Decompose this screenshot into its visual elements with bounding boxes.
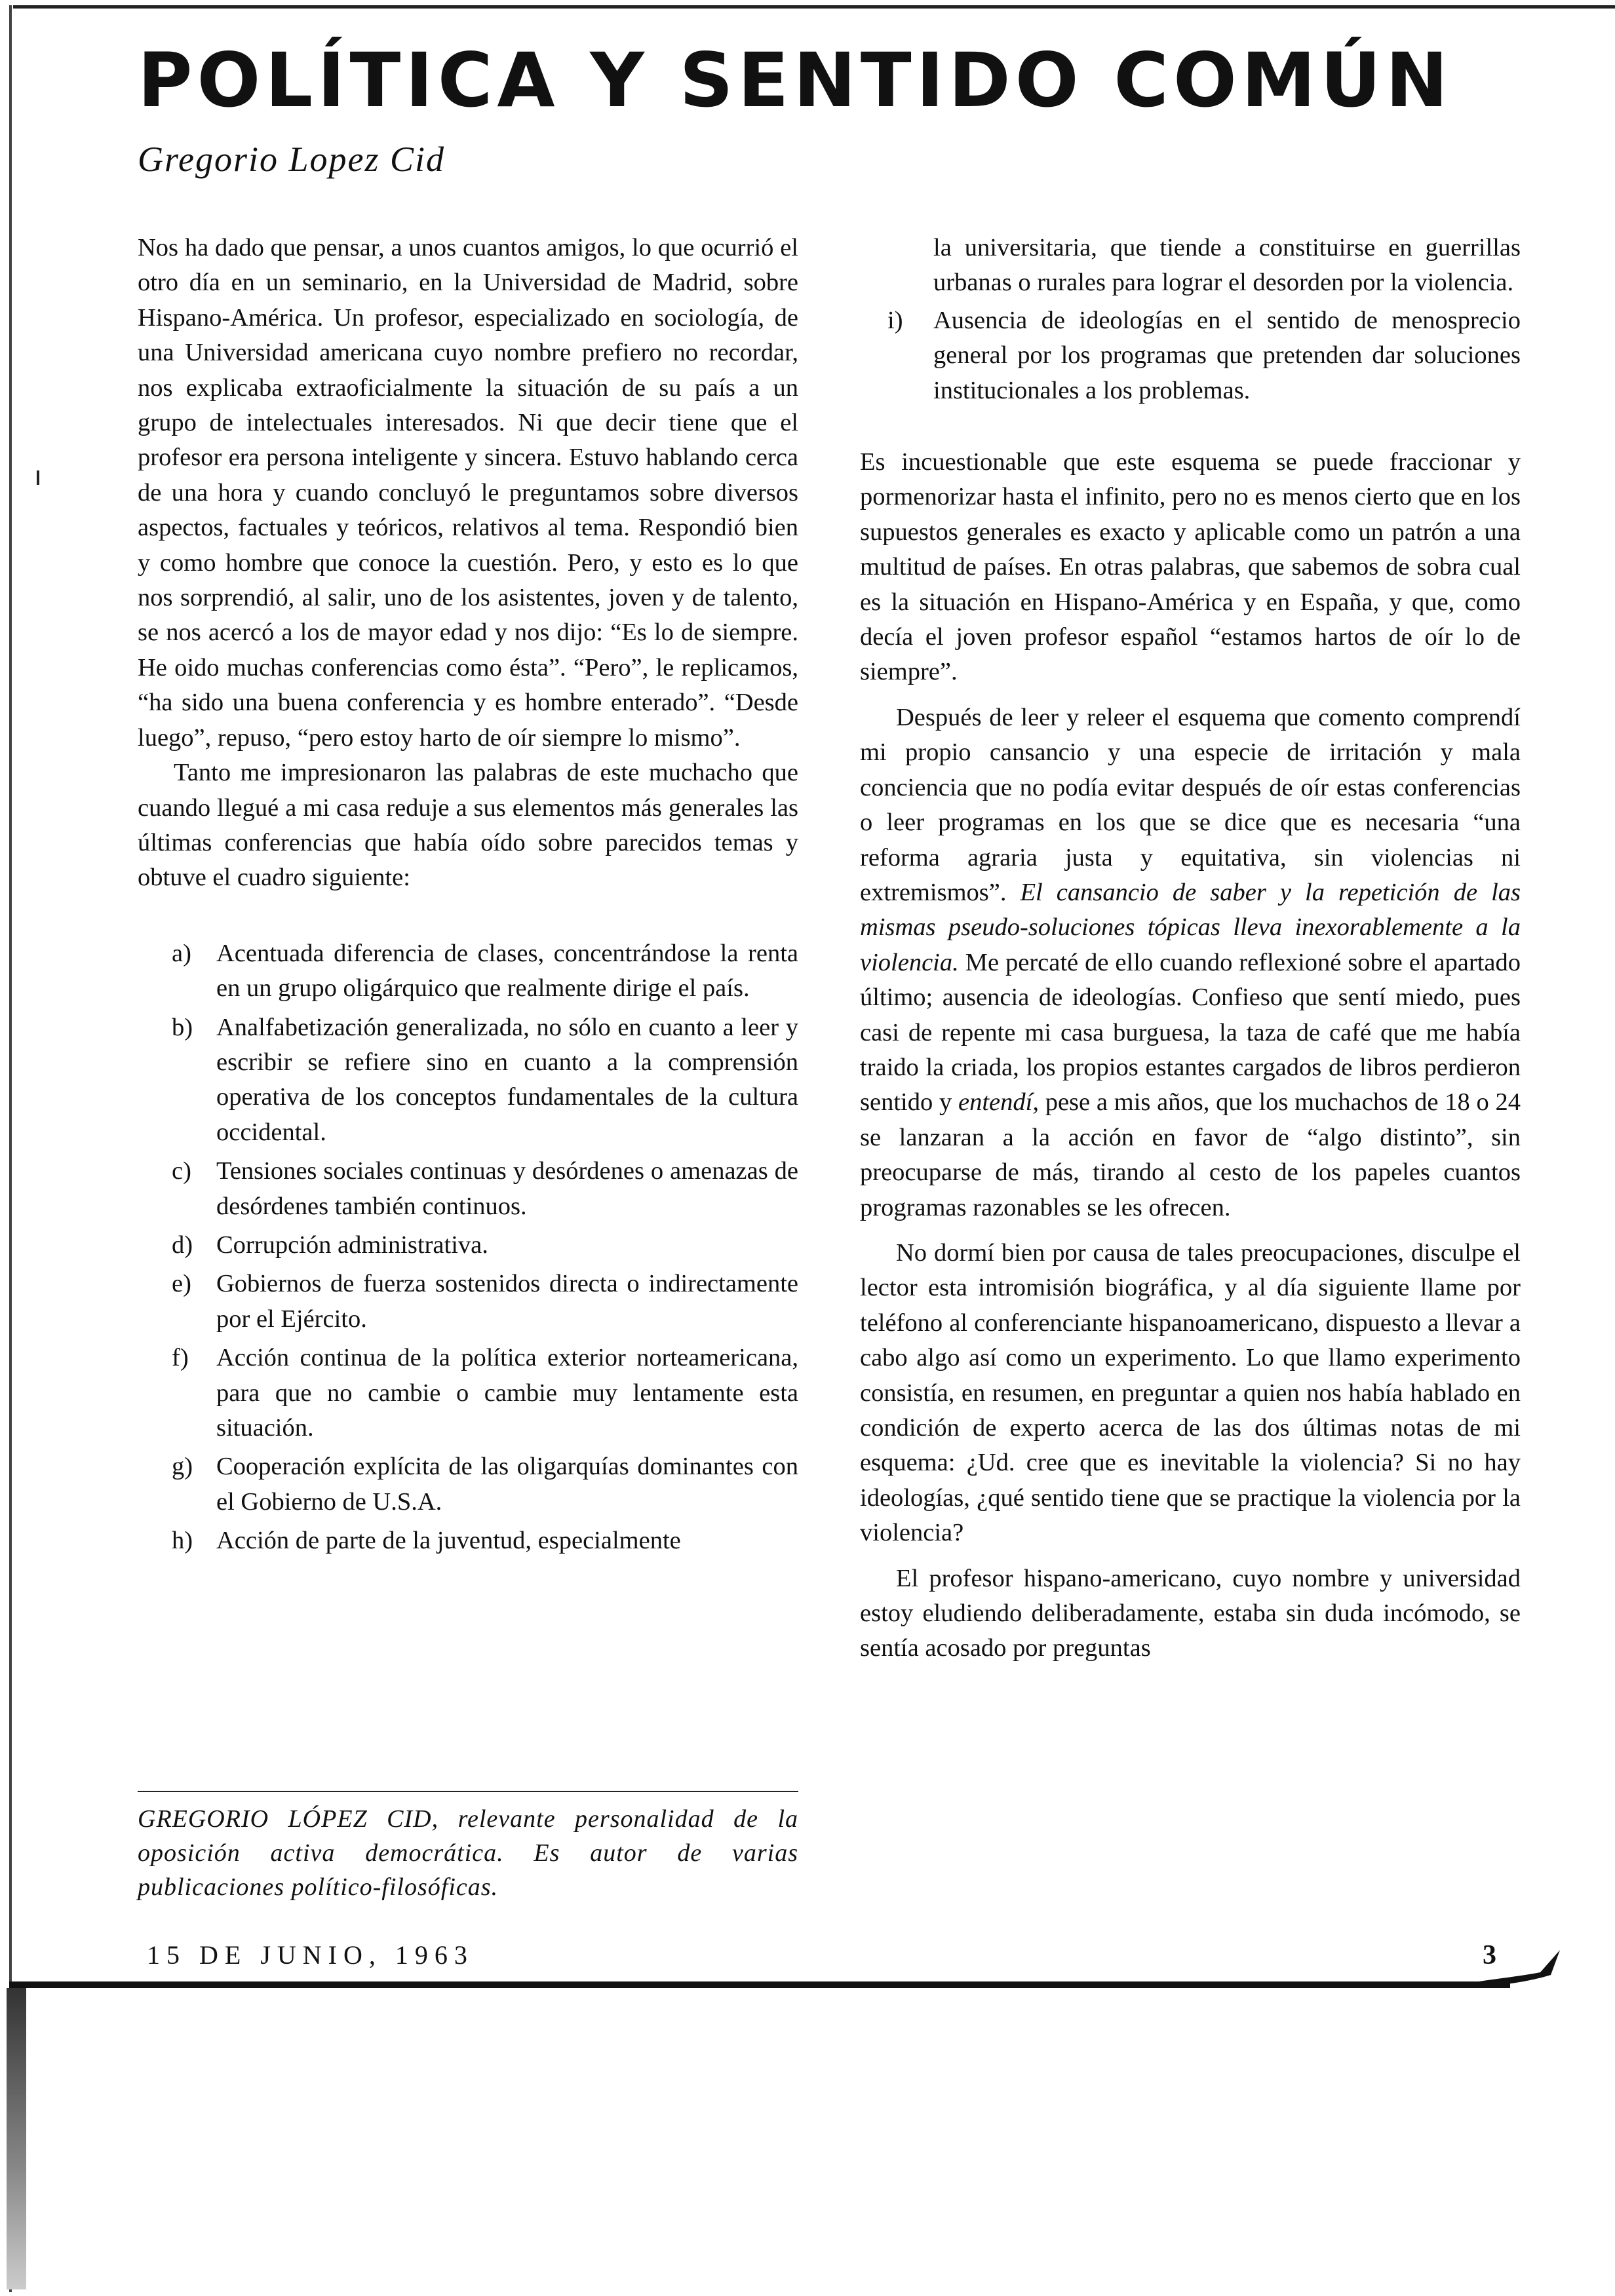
list-item [138, 1449, 798, 1520]
scheme-list-continued [860, 303, 1521, 408]
top-rule [13, 5, 1615, 9]
page-number: 3 [1483, 1940, 1496, 1970]
paragraph-emphasis: El cansancio de saber y la repetición de las mismas pseudo-soluciones tópicas lleva inexorablemente a la violencia. [860, 878, 1521, 976]
paragraph [860, 700, 1521, 1225]
list-item-text: Corrupción administrativa. [216, 1231, 488, 1259]
list-item [138, 1267, 798, 1337]
article-author: Gregorio Lopez Cid [138, 140, 446, 179]
bottom-rule [9, 1981, 1510, 1988]
paragraph: No dormí bien por causa de tales preocupaciones, disculpe el lector esta intromisión biográfica, y al día siguiente llame por teléfono al conferenciante hispanoamericano, dispuesto a llevar a cabo algo así como un experimento. Lo que llamo experimento consistía, en resumen, en preguntar a quien nos había hablado en condición de experto acerca de las dos últimas notas de mi esquema: ¿Ud. cree que es inevitable la violencia? Si no hay ideologías, ¿qué sentido tiene que se practique la violencia por la violencia? [860, 1238, 1521, 1547]
paragraph-text: Después de leer y releer el esquema que comento comprendí mi propio cansancio y una especie de irritación y mala conciencia que no podía evitar después de oír estas conferencias o leer programas en los que se dice que es necesaria “una reforma agraria justa y equitativa, sin violencias ni extremismos”. [860, 703, 1521, 906]
list-item-text: Gobiernos de fuerza sostenidos directa o indirectamente por el Ejército. [216, 1270, 798, 1333]
paragraph: Nos ha dado que pensar, a unos cuantos amigos, lo que ocurrió el otro día en un seminario, en la Universidad de Madrid, sobre Hispano-América. Un profesor, especializado en sociología, de una Universidad americana cuyo nombre prefiero no recordar, nos explicaba extraoficialmente la situación de su país a un grupo de intelectuales interesados. Ni que decir tiene que el profesor era persona inteligente y sincera. Estuvo hablando cerca de una hora y cuando concluyó le preguntamos sobre diversos aspectos, factuales y teóricos, relativos al tema. Respondió bien y como hombre que conoce la cuestión. Pero, y esto es lo que nos sorprendió, al salir, uno de los asistentes, joven y de talento, se nos acercó a los de mayor edad y nos dijo: “Es lo de siempre. He oido muchas conferencias como ésta”. “Pero”, le replicamos, “ha sido una buena conferencia y es hombre enterado”. “Desde luego”, repuso, “pero estoy harto de oír siempre lo mismo”. [138, 234, 798, 752]
paragraph: Tanto me impresionaron las palabras de este muchacho que cuando llegué a mi casa reduje a sus elementos más generales las últimas conferencias que había oído sobre parecidos temas y obtuve el cuadro siguiente: [138, 759, 798, 892]
list-item-text: Tensiones sociales continuas y desórdenes o amenazas de desórdenes también continuos. [216, 1157, 798, 1220]
list-item-text: Acción continua de la política exterior norteamericana, para que no cambie o cambie muy lentamente esta situación. [216, 1344, 798, 1442]
list-marker: g) [172, 1453, 193, 1481]
margin-mark [37, 470, 39, 485]
list-marker: c) [172, 1157, 191, 1185]
list-marker: d) [172, 1231, 193, 1259]
article-title: POLÍTICA Y SENTIDO COMÚN [138, 37, 1453, 124]
list-item [138, 936, 798, 1006]
list-marker: f) [172, 1344, 189, 1372]
issue-date: 15 DE JUNIO, 1963 [147, 1940, 474, 1970]
list-item-continuation: la universitaria, que tiende a constituirse en guerrillas urbanas o rurales para lograr el desorden por la violencia. [933, 234, 1521, 297]
left-edge-rule [9, 5, 12, 2292]
list-item [138, 1010, 798, 1151]
list-item-text: Acción de parte de la juventud, especialmente [216, 1527, 681, 1555]
list-item-text: Ausencia de ideologías en el sentido de menosprecio general por los programas que pretenden dar soluciones institucionales a los problemas. [933, 306, 1521, 404]
list-item-text: Cooperación explícita de las oligarquías dominantes con el Gobierno de U.S.A. [216, 1453, 798, 1516]
list-item [138, 1154, 798, 1224]
scan-edge-shadow [7, 1988, 26, 2289]
paragraph-text: Me percaté de ello cuando reflexioné sobre el apartado último; ausencia de ideologías. Confieso que sentí miedo, pues casi de repente mi casa burguesa, la taza de café que me había traido la criada, los propios estantes cargados de libros perdieron sentido y [860, 948, 1521, 1117]
paragraph-text: pese a mis años, que los muchachos de 18 o 24 se lanzaran a la acción en favor de “algo distinto”, sin preocuparse de más, tirando al cesto de los papeles cuantos programas razonables se les ofrecen. [860, 1088, 1521, 1221]
list-marker: b) [172, 1013, 193, 1041]
list-item-text: Analfabetización generalizada, no sólo en cuanto a leer y escribir se refiere sino en cuanto a la comprensión operativa de los conceptos fundamentales de la cultura occidental. [216, 1013, 798, 1146]
paragraph-emphasis: entendí, [958, 1088, 1039, 1117]
list-marker: h) [172, 1527, 193, 1555]
list-item [138, 1341, 798, 1445]
author-bio: GREGORIO LÓPEZ CID, relevante personalidad de la oposición activa democrática. Es autor de varias publicaciones político-filosóficas. [138, 1805, 798, 1901]
paragraph: Es incuestionable que este esquema se puede fraccionar y pormenorizar hasta el infinito, pero no es menos cierto que en los supuestos generales es exacto y aplicable como un patrón a una multitud de países. En otras palabras, que sabemos de sobra cual es la situación en Hispano-América y en España, y que, como decía el joven profesor español “estamos hartos de oír lo de siempre”. [860, 448, 1521, 686]
list-marker: i) [887, 306, 903, 334]
scheme-list [138, 936, 798, 1559]
list-item [138, 1523, 798, 1558]
list-item [138, 1228, 798, 1263]
right-column [860, 231, 1521, 1666]
list-marker: a) [172, 939, 191, 967]
bio-divider [138, 1791, 798, 1792]
paragraph: El profesor hispano-americano, cuyo nombre y universidad estoy eludiendo deliberadamente, estaba sin duda incómodo, se sentía acosado por preguntas [860, 1564, 1521, 1662]
list-item-text: Acentuada diferencia de clases, concentrándose la renta en un grupo oligárquico que realmente dirige el país. [216, 939, 798, 1003]
list-item [860, 303, 1521, 408]
pen-flourish-icon [1468, 1946, 1566, 1999]
left-column [138, 231, 798, 1563]
list-marker: e) [172, 1270, 191, 1298]
